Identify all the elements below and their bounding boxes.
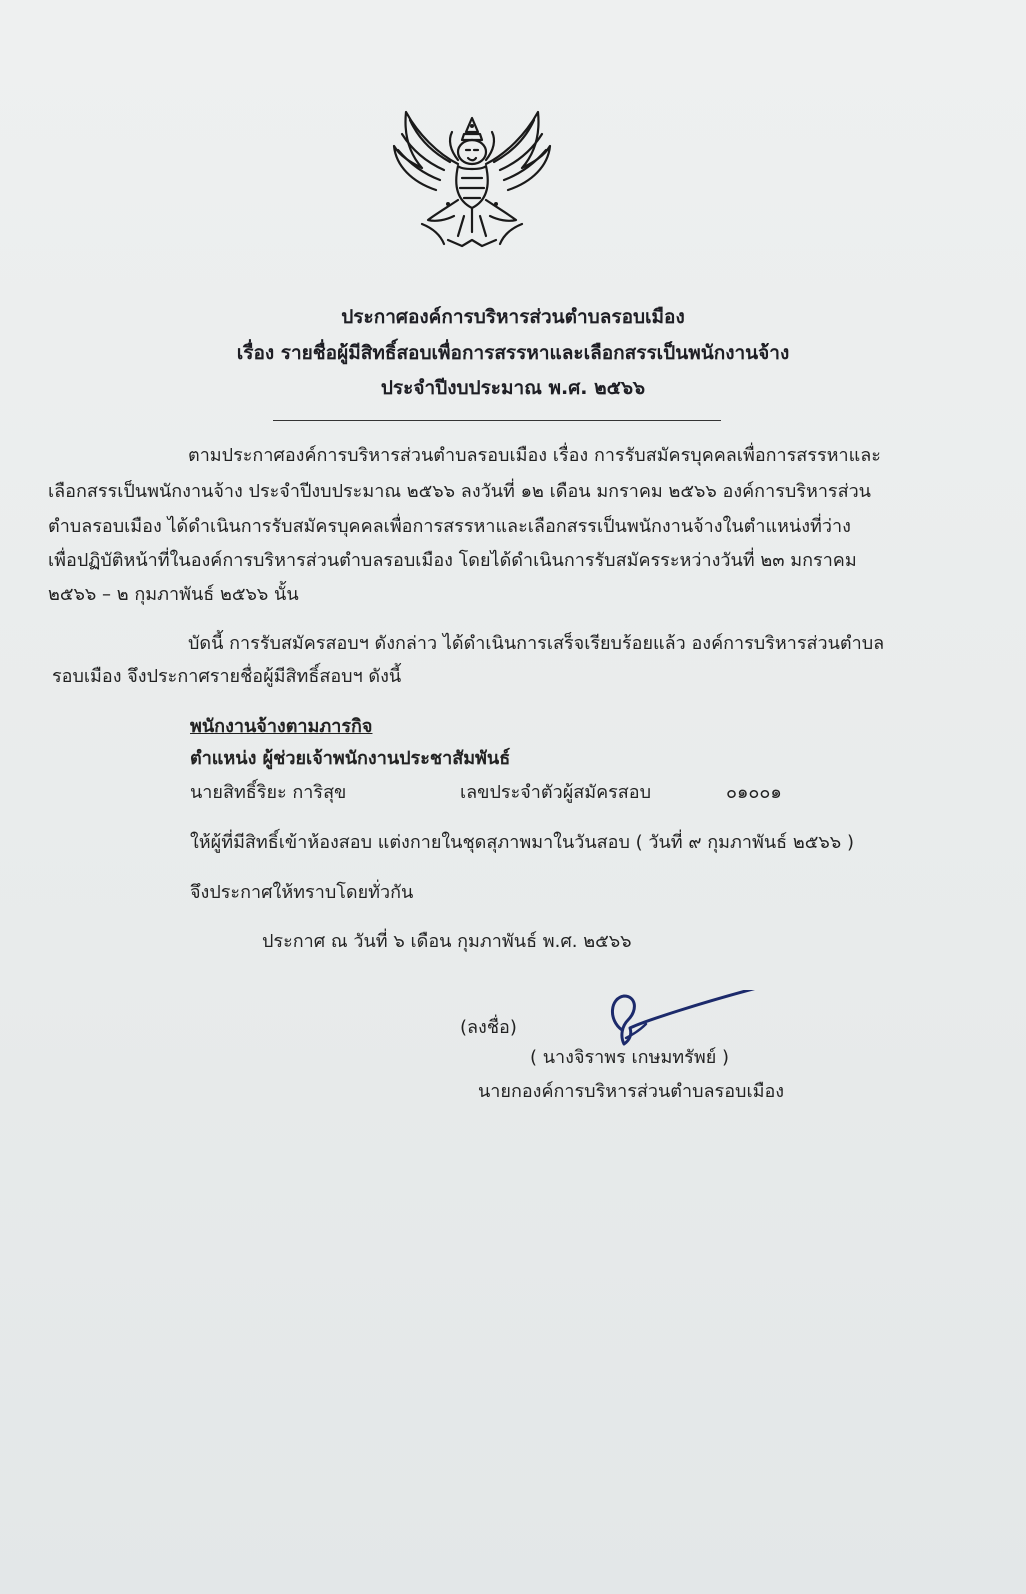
paragraph-1-line-5: ๒๕๖๖ – ๒ กุมภาพันธ์ ๒๕๖๖ นั้น bbox=[48, 584, 299, 605]
exam-dress-notice: ให้ผู้ที่มีสิทธิ์เข้าห้องสอบ แต่งกายในชุดสุภาพมาในวันสอบ ( วันที่ ๙ กุมภาพันธ์ ๒๕๖๖ ) bbox=[190, 832, 854, 853]
employee-category: พนักงานจ้างตามภารกิจ bbox=[190, 716, 373, 737]
signatory-name: ( นางจิราพร เกษมทรัพย์ ) bbox=[530, 1047, 729, 1068]
closing-statement: จึงประกาศให้ทราบโดยทั่วกัน bbox=[190, 882, 414, 903]
title-divider bbox=[273, 420, 721, 421]
garuda-emblem-icon bbox=[388, 104, 556, 254]
paragraph-2-line-1: บัดนี้ การรับสมัครสอบฯ ดังกล่าว ได้ดำเนินการเสร็จเรียบร้อยแล้ว องค์การบริหารส่วนตำบล bbox=[188, 633, 885, 654]
paragraph-1-line-3: ตำบลรอบเมือง ได้ดำเนินการรับสมัครบุคคลเพื่อการสรรหาและเลือกสรรเป็นพนักงานจ้างในตำแหน่งที่ว่าง bbox=[48, 516, 851, 537]
paragraph-1-line-1: ตามประกาศองค์การบริหารส่วนตำบลรอบเมือง เรื่อง การรับสมัครบุคคลเพื่อการสรรหาและ bbox=[188, 445, 881, 466]
announcement-subject: เรื่อง รายชื่อผู้มีสิทธิ์สอบเพื่อการสรรหาและเลือกสรรเป็นพนักงานจ้าง bbox=[236, 342, 790, 364]
candidate-name: นายสิทธิ์ริยะ การิสุข bbox=[190, 782, 347, 803]
signature-label: (ลงชื่อ) bbox=[460, 1017, 517, 1038]
paragraph-2-line-2: รอบเมือง จึงประกาศรายชื่อผู้มีสิทธิ์สอบฯ ดังนี้ bbox=[52, 666, 402, 687]
candidate-id-label: เลขประจำตัวผู้สมัครสอบ bbox=[460, 782, 652, 803]
announcement-date: ประกาศ ณ วันที่ ๖ เดือน กุมภาพันธ์ พ.ศ. ๒๕๖๖ bbox=[262, 931, 632, 952]
handwritten-signature bbox=[602, 990, 792, 1050]
candidate-id-value: ๐๑๐๐๑ bbox=[726, 782, 782, 803]
position-title: ตำแหน่ง ผู้ช่วยเจ้าพนักงานประชาสัมพันธ์ bbox=[190, 748, 511, 769]
paragraph-1-line-2: เลือกสรรเป็นพนักงานจ้าง ประจำปีงบประมาณ ๒๕๖๖ ลงวันที่ ๑๒ เดือน มกราคม ๒๕๖๖ องค์การบริหารส่วน bbox=[48, 481, 871, 502]
announcement-title: ประกาศองค์การบริหารส่วนตำบลรอบเมือง bbox=[341, 306, 685, 328]
fiscal-year-line: ประจำปีงบประมาณ พ.ศ. ๒๕๖๖ bbox=[380, 377, 646, 399]
signatory-title: นายกองค์การบริหารส่วนตำบลรอบเมือง bbox=[478, 1081, 785, 1102]
paragraph-1-line-4: เพื่อปฏิบัติหน้าที่ในองค์การบริหารส่วนตำบลรอบเมือง โดยได้ดำเนินการรับสมัครระหว่างวันที่ ๒๓ มกราคม bbox=[48, 550, 857, 571]
